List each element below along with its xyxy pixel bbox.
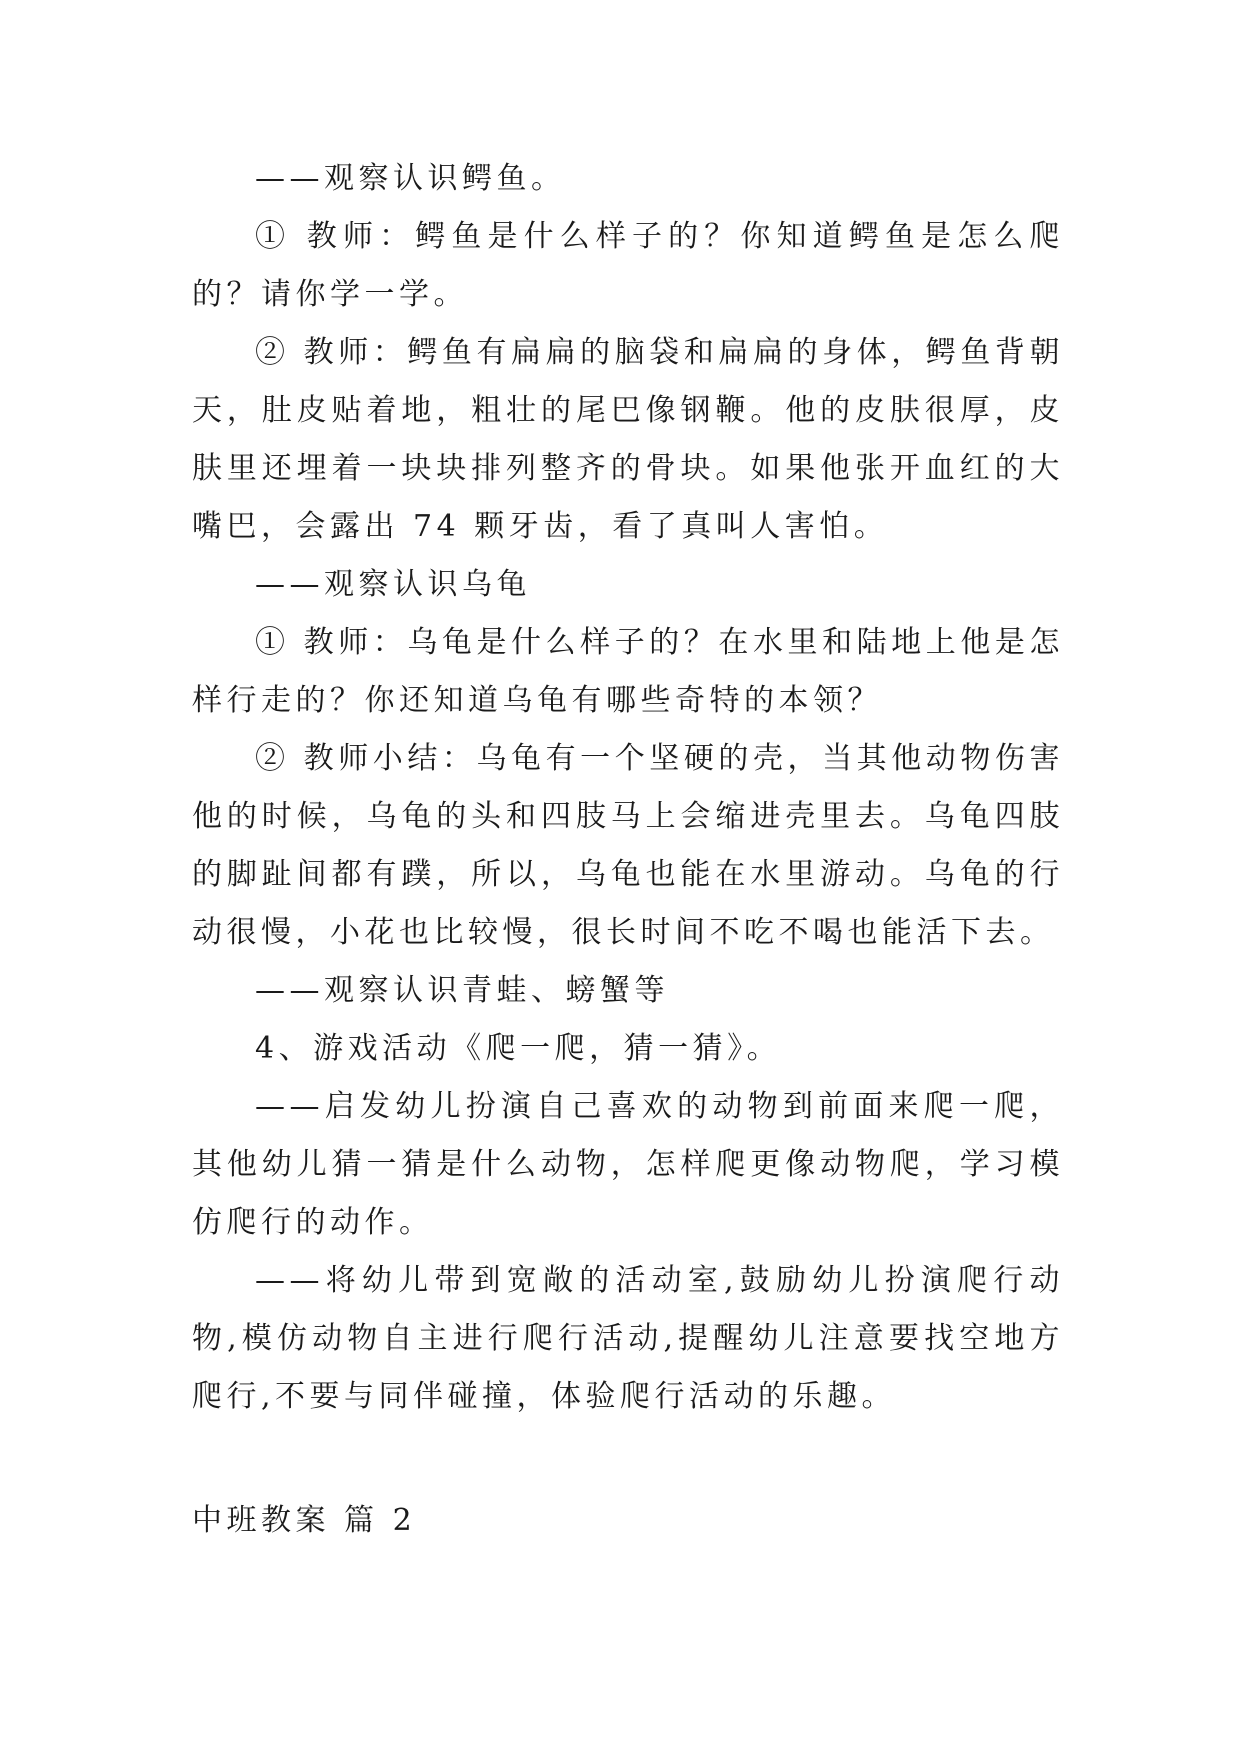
paragraph: 4、游戏活动《爬一爬，猜一猜》。 xyxy=(255,1031,782,1066)
paragraph: ——观察认识乌龟 xyxy=(255,567,531,602)
paragraph: ① 教师：乌龟是什么样子的？在水里和陆地上他是怎样行走的？你还知道乌龟有哪些奇特的本领？ xyxy=(192,625,1064,718)
paragraph: ② 教师：鳄鱼有扁扁的脑袋和扁扁的身体，鳄鱼背朝天，肚皮贴着地，粗壮的尾巴像钢鞭。他的皮肤很厚，皮肤里还埋着一块块排列整齐的骨块。如果他张开血红的大嘴巴，会露出 74 颗牙齿，看了真叫人害怕。 xyxy=(192,335,1064,544)
paragraph: ——启发幼儿扮演自己喜欢的动物到前面来爬一爬，其他幼儿猜一猜是什么动物，怎样爬更像动物爬，学习模仿爬行的动作。 xyxy=(192,1089,1064,1240)
paragraph: ——观察认识青蛙、螃蟹等 xyxy=(255,973,669,1008)
paragraph: ② 教师小结：乌龟有一个坚硬的壳，当其他动物伤害他的时候，乌龟的头和四肢马上会缩进壳里去。乌龟四肢的脚趾间都有蹼，所以，乌龟也能在水里游动。乌龟的行动很慢，小花也比较慢，很长时间不吃不喝也能活下去。 xyxy=(192,741,1064,950)
paragraph: ① 教师：鳄鱼是什么样子的？你知道鳄鱼是怎么爬的？请你学一学。 xyxy=(192,219,1064,312)
paragraph: ——将幼儿带到宽敞的活动室,鼓励幼儿扮演爬行动物,模仿动物自主进行爬行活动,提醒幼儿注意要找空地方爬行,不要与同伴碰撞，体验爬行活动的乐趣。 xyxy=(192,1263,1064,1414)
paragraph: ——观察认识鳄鱼。 xyxy=(255,161,566,196)
document-body xyxy=(192,150,1064,1426)
section-heading: 中班教案 篇 2 xyxy=(192,1503,417,1538)
